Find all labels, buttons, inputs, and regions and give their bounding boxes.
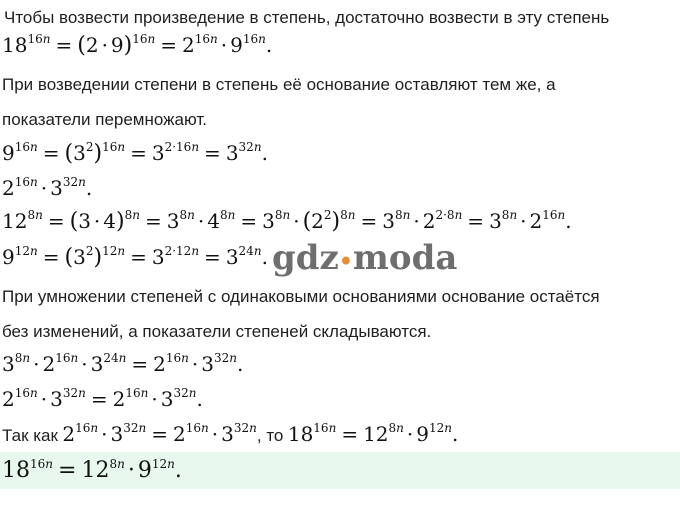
conclusion-result: $18^{16n} = 12^{8n} \cdot 9^{12n}$. (287, 421, 459, 446)
formula-nine-twelve-power: $9^{12n} = (3^2)^{12n} = 3^{2\cdot 12n} = 3^{24n}$. (2, 244, 268, 270)
formula-product-power: $18^{16n} = (2 \cdot 9)^{16n} = 2^{16n} \cdot 9^{16n}$. (2, 32, 273, 58)
then-text: , то (256, 426, 284, 445)
watermark-part2: moda (352, 238, 458, 278)
power-rule-text-2: показатели перемножают. (2, 110, 207, 129)
formula-equality: $2^{16n} \cdot 3^{32n} = 2^{16n} \cdot 3^{32n}$. (2, 386, 203, 411)
watermark-dot: • (338, 249, 353, 275)
since-text: Так как (2, 426, 58, 445)
watermark-logo (272, 238, 457, 278)
conclusion-condition: $2^{16n} \cdot 3^{32n} = 2^{16n} \cdot 3^{32n}$ (62, 421, 257, 446)
intro-text: Чтобы возвести произведение в степень, достаточно возвести в эту степень (4, 8, 610, 27)
mult-rule-text-2: без изменений, а показатели степеней складываются. (2, 322, 432, 341)
formula-nine-power: $9^{16n} = (3^2)^{16n} = 3^{2\cdot 16n} = 3^{32n}$. (2, 140, 268, 166)
mult-rule-text-1: При умножении степеней с одинаковыми основаниями основание остаётся (2, 287, 600, 306)
formula-twelve-power: $12^{8n} = (3 \cdot 4)^{8n} = 3^{8n} \cdot 4^{8n} = 3^{8n} \cdot (2^2)^{8n} = 3^{8n} \cdot 2^{2\cdot 8n} = 3^{8n} \cdot 2^{16n}$. (2, 208, 572, 234)
formula-left-result: $2^{16n} \cdot 3^{32n}$. (2, 175, 93, 200)
watermark-part1: gdz (272, 238, 339, 278)
power-rule-text-1: При возведении степени в степень её основание оставляют тем же, а (2, 75, 556, 94)
formula-right-simplify: $3^{8n} \cdot 2^{16n} \cdot 3^{24n} = 2^{16n} \cdot 3^{32n}$. (2, 351, 244, 376)
final-answer: $18^{16n} = 12^{8n} \cdot 9^{12n}$. (2, 457, 182, 483)
conclusion-line (2, 422, 458, 446)
